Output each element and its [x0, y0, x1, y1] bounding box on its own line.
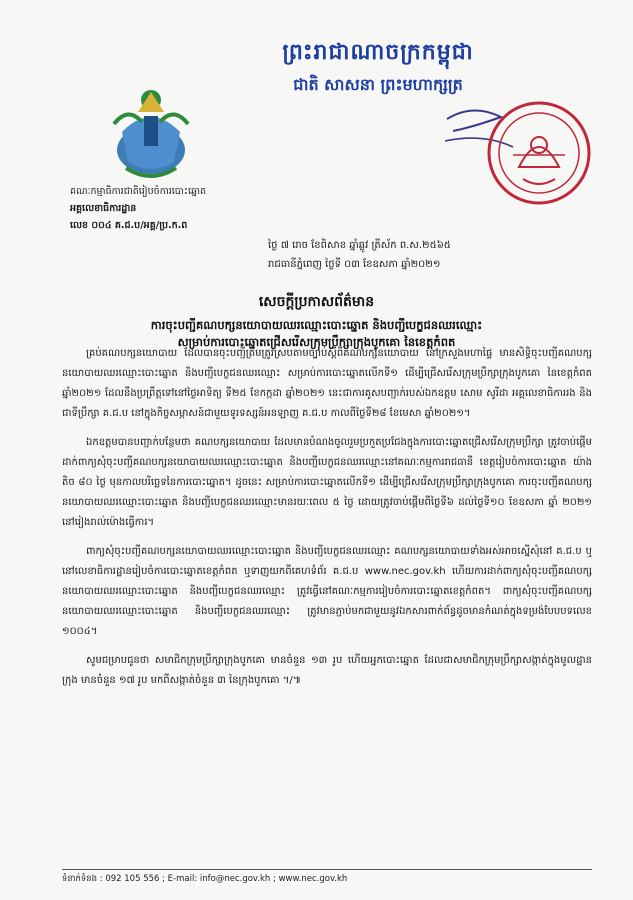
kingdom-header — [228, 38, 528, 98]
date-block — [268, 236, 451, 274]
organization-name: គណៈកម្មាធិការជាតិរៀបចំការបោះឆ្នោត — [70, 186, 207, 197]
title-line-1: ការចុះបញ្ជីគណបក្សនយោបាយឈរឈ្មោះបោះឆ្នោត និងបញ្ជីបេក្ខជនឈរឈ្មោះ — [150, 318, 483, 332]
nec-logo — [108, 72, 194, 184]
title-line-2: សម្រាប់ការបោះឆ្នោតជ្រើសរើសក្រុមប្រឹក្សាក្រុងបូកគោ នៃខេត្តកំពត — [177, 335, 456, 349]
paragraph-1: គ្រប់គណបក្សនយោបាយ ដែលបានចុះបញ្ជីត្រឹមត្រូវស្របតាមច្បាប់ស្តីពីគណបក្សនយោបាយ នៅក្រសួងមហាផ្ទៃ មានសិទ្ធិចុះបញ្ជីគណបក្សនយោបាយឈរឈ្មោះបោះឆ្នោត និងបញ្ជីបេក្ខជនឈរឈ្មោះ សម្រាប់ការបោះឆ្នោតលើកទី១ ដើម្បីជ្រើសរើសក្រុមប្រឹក្សាក្រុងបូកគោ នៃខេត្តកំពត ឆ្នាំ២០២១ ដែលនឹងប្រព្រឹត្តទៅនៅថ្ងៃអាទិត្យ ទី២៥ ខែកក្កដា ឆ្នាំ២០២១ នេះជាការគូសបញ្ជាក់របស់ឯកឧត្តម សោម សូរីដា អគ្គលេខាធិការរង និងជាទីប្រឹក្សា គ.ជ.ប នៅក្នុងកិច្ចសម្ភាសន៍ជាមួយទូរទស្សន៍អនឡាញ គ.ជ.ប កាលពីថ្ងៃទី២៨ ខែមេសា ឆ្នាំ២០២១។ — [62, 348, 592, 419]
solar-date: រាជធានីភ្នំពេញ ថ្ងៃទី ០៣ ខែឧសភា ឆ្នាំ២០២១ — [268, 259, 441, 270]
document-body — [62, 344, 592, 700]
paragraph-4: សូមជម្រាបជូនថា សមាជិកក្រុមប្រឹក្សាក្រុងបូកគោ មានចំនួន ១៣ រូប ហើយអ្នកបោះឆ្នោត ដែលជាសមាជិកក្រុមប្រឹក្សាសង្កាត់ក្នុងមូលដ្ឋានក្រុង មានចំនួន ១៧ រូប មកពីសង្កាត់ចំនួន ៣ នៃក្រុងបូកគោ ។/៕ — [62, 655, 592, 686]
reference-number: លេខ ០០៤ គ.ជ.ប/អគ្គ/ប្រ.ក.ព — [70, 220, 188, 231]
kingdom-title: ព្រះរាជាណាចក្រកម្ពុជា — [282, 39, 474, 65]
paragraph-3: ពាក្យសុំចុះបញ្ជីគណបក្សនយោបាយឈរឈ្មោះបោះឆ្នោត និងបញ្ជីបេក្ខជនឈរឈ្មោះ គណបក្សនយោបាយទាំងអស់អាចស្នើសុំនៅ គ.ជ.ប ឬ នៅលេខាធិការដ្ឋានរៀបចំការបោះឆ្នោតខេត្តកំពត ឬទាញយកពីគេហទំព័រ គ.ជ.ប www.nec.gov.kh ហើយការដាក់ពាក្យសុំចុះបញ្ជីគណបក្សនយោបាយឈរឈ្មោះបោះឆ្នោត និងបញ្ជីបេក្ខជនឈរឈ្មោះ ត្រូវធ្វើនៅគណៈកម្មការរៀបចំការបោះឆ្នោតខេត្តកំពត។ ពាក្យសុំចុះបញ្ជីគណបក្សនយោបាយឈរឈ្មោះបោះឆ្នោត និងបញ្ជីបេក្ខជនឈរឈ្មោះ ត្រូវមានភ្ជាប់មកជាមួយនូវឯកសារពាក់ព័ន្ធដូចមានកំណត់ក្នុងទម្រង់បែបបទលេខ ១០០៤។ — [62, 546, 592, 637]
document-title — [0, 292, 633, 351]
footer-divider — [62, 869, 592, 870]
paragraph-2: ឯកឧត្តមបានបញ្ជាក់បន្ថែមថា គណបក្សនយោបាយ ដែលមានបំណងចូលរួមប្រកួតប្រជែងក្នុងការបោះឆ្នោតជ្រើសរើសក្រុមប្រឹក្សា ត្រូវចាប់ផ្តើមដាក់ពាក្យសុំចុះបញ្ជីគណបក្សនយោបាយឈរឈ្មោះបោះឆ្នោត និងបញ្ជីបេក្ខជនឈរឈ្មោះនៅគណៈកម្មការរាជធានី ខេត្តរៀបចំការបោះឆ្នោត យ៉ាងតិច ៨០ ថ្ងៃ មុនកាលបរិច្ឆេទនៃការបោះឆ្នោត។ ដូចនេះ សម្រាប់ការបោះឆ្នោតលើកទី១ ដើម្បីជ្រើសរើសក្រុមប្រឹក្សាក្រុងបូកគោ ការចុះបញ្ជីគណបក្សនយោបាយឈរឈ្មោះបោះឆ្នោត និងបញ្ជីបេក្ខជនឈរឈ្មោះមានរយៈពេល ៥ ថ្ងៃ ដោយត្រូវចាប់ផ្តើមពីថ្ងៃទី៦ ដល់ថ្ងៃទី១០ ខែឧសភា ឆ្នាំ ២០២១ នៅរៀងរាល់ម៉ោងធ្វើការ។ — [62, 437, 592, 528]
national-motto: ជាតិ សាសនា ព្រះមហាក្សត្រ — [293, 75, 463, 94]
title-main: សេចក្តីប្រកាសព័ត៌មាន — [258, 294, 375, 310]
issuing-organization — [70, 183, 206, 234]
footer-contact: ទំនាក់ទំនង : 092 105 556 ; E-mail: info@nec.gov.kh ; www.nec.gov.kh — [62, 874, 348, 884]
official-seal — [443, 97, 595, 207]
lunar-date: ថ្ងៃ ៧ រោច ខែពិសាខ ឆ្នាំឆ្លូវ ត្រីស័ក ព.ស.២៥៦៥ — [268, 240, 451, 251]
department-name: អគ្គលេខាធិការដ្ឋាន — [70, 203, 137, 214]
